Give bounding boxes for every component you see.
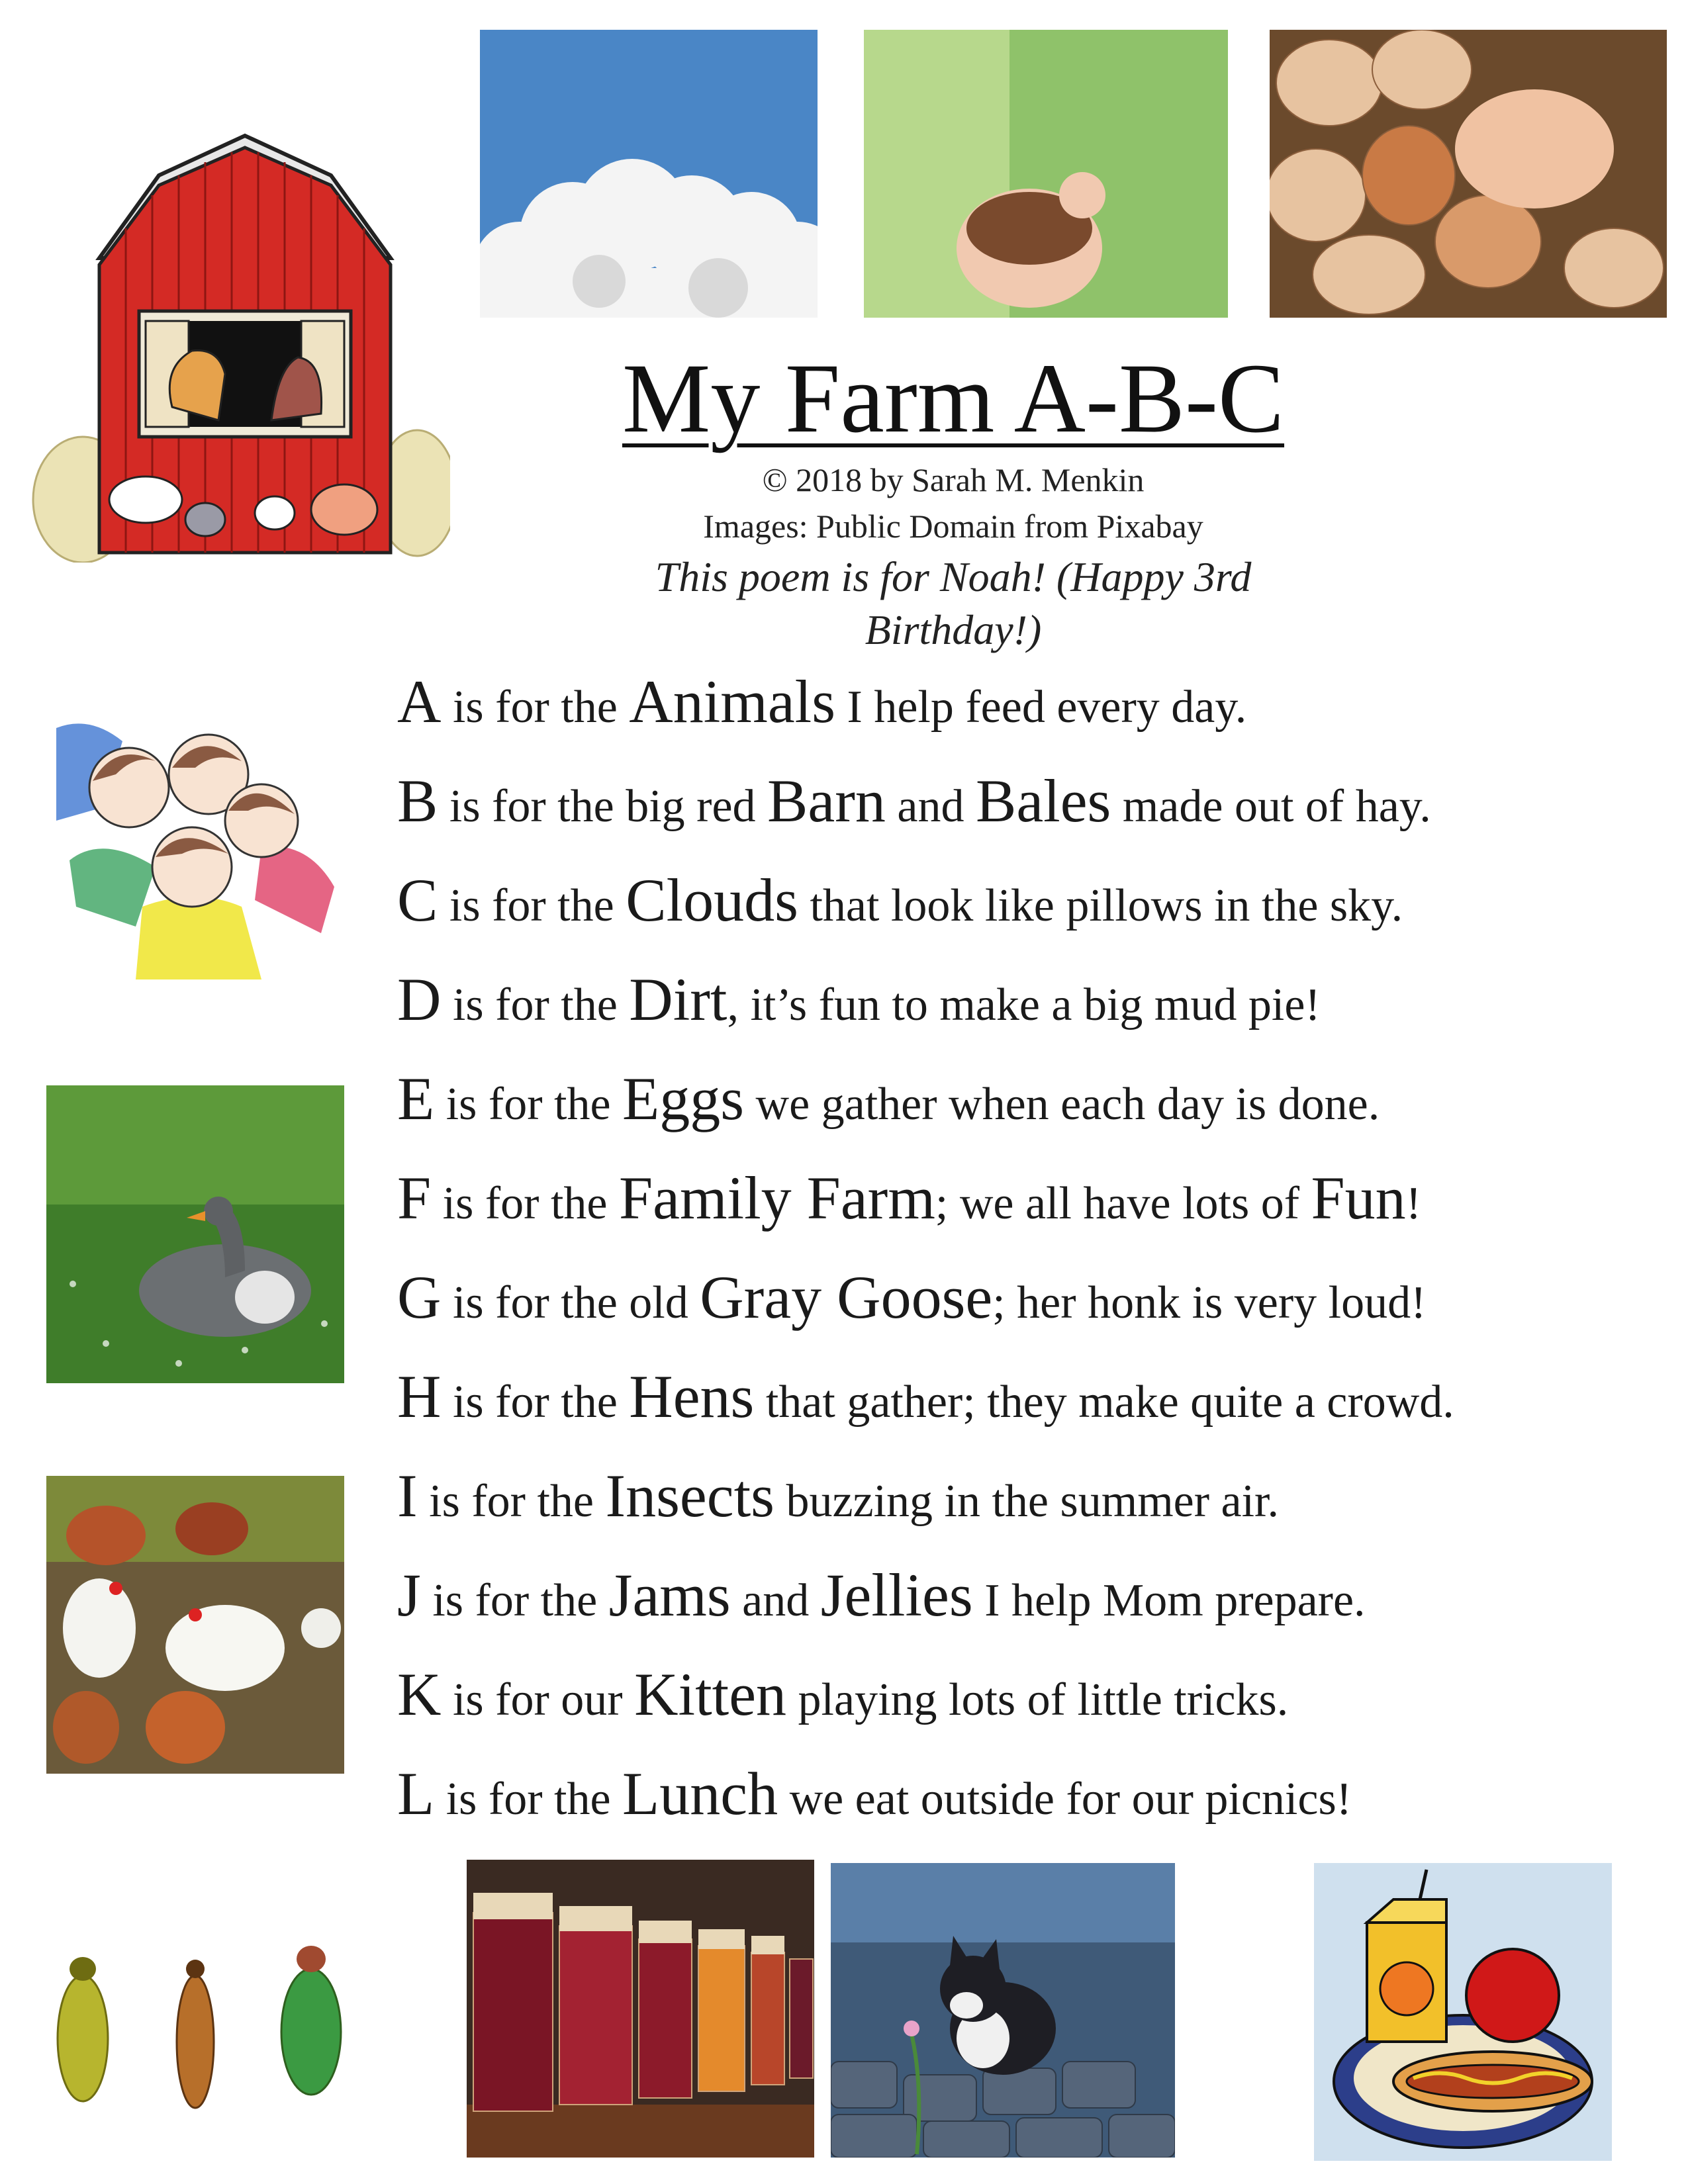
line-letter: K <box>397 1661 442 1728</box>
poem-line <box>397 1744 1655 1843</box>
line-text: is for the old <box>441 1277 700 1328</box>
copyright-line: © 2018 by Sarah M. Menkin <box>762 461 1145 498</box>
line-letter: I <box>397 1462 418 1529</box>
line-keyword: Clouds <box>626 866 798 934</box>
poem-line <box>397 652 1655 751</box>
line-text: is for the <box>431 1178 619 1229</box>
poem-line <box>397 850 1655 950</box>
line-text: ! <box>1405 1178 1421 1229</box>
line-text: , it’s fun to make a big mud pie! <box>727 979 1321 1030</box>
line-letter: H <box>397 1363 442 1430</box>
line-keyword: Barn <box>767 767 886 835</box>
line-keyword: Animals <box>629 668 836 735</box>
jams-photo <box>467 1860 814 2158</box>
line-keyword: Jams <box>608 1561 731 1629</box>
line-keyword: Dirt <box>629 966 727 1033</box>
line-letter: J <box>397 1561 421 1629</box>
goose-photo <box>46 1085 344 1383</box>
clouds-photo <box>480 30 818 318</box>
header-block <box>596 341 1311 657</box>
line-text: I help Mom prepare. <box>972 1575 1366 1626</box>
images-credit-line: Images: Public Domain from Pixabay <box>703 508 1203 545</box>
line-text: and <box>885 781 976 832</box>
line-keyword: Gray Goose <box>700 1263 993 1331</box>
line-letter: D <box>397 966 442 1033</box>
line-letter: B <box>397 767 438 835</box>
page-title: My Farm A-B-C <box>622 343 1285 453</box>
insects-photo <box>40 1886 351 2138</box>
line-text: we gather when each day is done. <box>744 1079 1380 1130</box>
family-illustration <box>43 688 348 986</box>
line-text: ; her honk is very loud! <box>992 1277 1427 1328</box>
line-keyword: Family Farm <box>619 1164 935 1232</box>
line-keyword: Jellies <box>820 1561 973 1629</box>
line-keyword: Insects <box>605 1462 774 1529</box>
line-text: made out of hay. <box>1111 781 1431 832</box>
line-letter: C <box>397 866 438 934</box>
line-letter: L <box>397 1760 435 1827</box>
poem-line <box>397 1446 1655 1545</box>
line-text: is for the <box>420 1575 609 1626</box>
eggs-photo <box>1270 30 1667 318</box>
poem-line <box>397 751 1655 850</box>
poem-line <box>397 1545 1655 1645</box>
line-keyword: Bales <box>975 767 1111 835</box>
line-text: playing lots of little tricks. <box>786 1674 1289 1725</box>
poem-line <box>397 950 1655 1049</box>
line-text: buzzing in the summer air. <box>774 1476 1279 1527</box>
line-text: is for the <box>434 1079 623 1130</box>
line-keyword: Hens <box>629 1363 755 1430</box>
line-text: that gather; they make quite a crowd. <box>754 1377 1454 1428</box>
barn-illustration <box>20 129 450 563</box>
line-keyword: Lunch <box>622 1760 778 1827</box>
poem-line <box>397 1347 1655 1446</box>
mud-hands-photo <box>864 30 1228 318</box>
poem-line <box>397 1248 1655 1347</box>
line-text: is for the <box>441 1377 630 1428</box>
line-letter: G <box>397 1263 442 1331</box>
line-text: is for our <box>441 1674 635 1725</box>
line-text: that look like pillows in the sky. <box>798 880 1403 931</box>
line-text: is for the <box>441 682 630 733</box>
hens-photo <box>46 1476 344 1774</box>
poem-line <box>397 1049 1655 1148</box>
line-keyword: Fun <box>1311 1164 1406 1232</box>
lunch-illustration <box>1314 1863 1612 2161</box>
line-text: is for the <box>434 1774 623 1825</box>
line-text: is for the <box>441 979 630 1030</box>
line-text: ; we all have lots of <box>935 1178 1311 1229</box>
line-keyword: Eggs <box>622 1065 745 1132</box>
line-text: is for the big red <box>438 781 768 832</box>
poem-line <box>397 1645 1655 1744</box>
line-text: we eat outside for our picnics! <box>778 1774 1352 1825</box>
line-text: is for the <box>438 880 626 931</box>
dedication-line: This poem is for Noah! (Happy 3rd Birthday!) <box>655 553 1252 653</box>
line-letter: E <box>397 1065 435 1132</box>
line-keyword: Kitten <box>634 1661 787 1728</box>
line-text: I help feed every day. <box>835 682 1247 733</box>
poem-line <box>397 1148 1655 1248</box>
poem-body <box>397 652 1655 1843</box>
kitten-photo <box>831 1863 1175 2158</box>
line-text: and <box>730 1575 821 1626</box>
line-letter: F <box>397 1164 432 1232</box>
line-letter: A <box>397 668 442 735</box>
line-text: is for the <box>417 1476 606 1527</box>
